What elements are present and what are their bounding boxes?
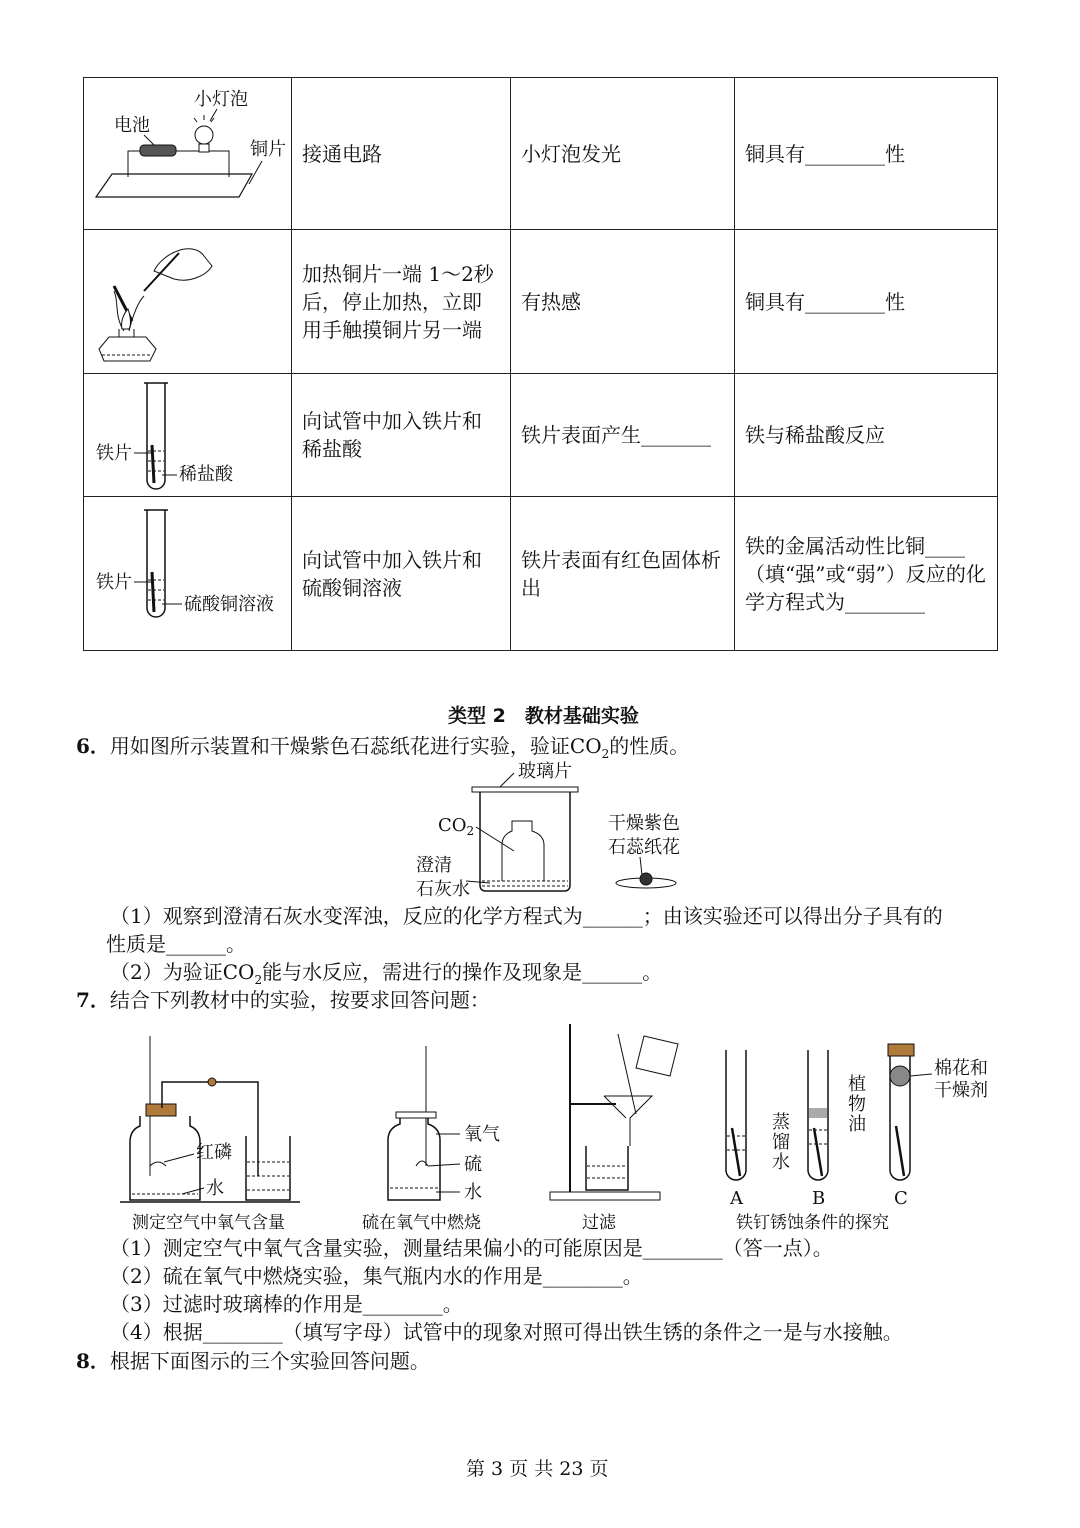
q6-part2: （2）为验证$CO_2$能与水反应，需进行的操作及现象是______。 [110, 960, 663, 987]
oil-label-1: 植 [848, 1074, 866, 1095]
tube-c-label: C [894, 1188, 908, 1209]
operation-cell: 接通电路 [292, 78, 511, 230]
oil-label-3: 油 [848, 1114, 866, 1135]
conclusion-cell: 铁与稀盐酸反应 [735, 374, 998, 497]
q7-part1: （1）测定空气中氧气含量实验，测量结果偏小的可能原因是________（答一点）。 [110, 1236, 833, 1260]
operation-cell: 向试管中加入铁片和硫酸铜溶液 [292, 497, 511, 651]
flower-label-2: 石蕊纸花 [608, 837, 680, 858]
section-title: 类型 2 教材基础实验 [448, 705, 639, 727]
phenomenon-cell: 铁片表面产生_______ [511, 374, 735, 497]
cotton-label-2: 干燥剂 [934, 1080, 988, 1101]
flower-label-1: 干燥紫色 [608, 813, 680, 834]
q6-part1-line2: 性质是______。 [106, 932, 246, 956]
table-row [84, 374, 998, 497]
page-footer: 第 3 页 共 23 页 [466, 1458, 609, 1480]
iron-label: 铁片 [96, 571, 132, 593]
rusting-tubes [726, 1044, 988, 1209]
q7-part4: （4）根据________（填写字母）试管中的现象对照可得出铁生锈的条件之一是与水接触。 [110, 1320, 903, 1344]
q7-figure [110, 1016, 1010, 1238]
caption-sulfur: 硫在氧气中燃烧 [362, 1213, 481, 1233]
q7-stem: 7．结合下列教材中的实验，按要求回答问题： [76, 988, 490, 1012]
q6-figure [410, 755, 710, 903]
table-row [84, 230, 998, 374]
sulfur-label: 硫 [464, 1154, 482, 1175]
tube-a-label: A [730, 1188, 743, 1209]
limewater-label-2: 石灰水 [416, 879, 470, 900]
water-label-1: 水 [206, 1178, 224, 1199]
phenomenon-cell: 有热感 [511, 230, 735, 374]
sulfur-burning-apparatus [388, 1046, 500, 1203]
oil-label-2: 物 [848, 1094, 866, 1115]
conclusion-cell: 铜具有________性 [735, 230, 998, 374]
q7-part3: （3）过滤时玻璃棒的作用是________。 [110, 1292, 463, 1316]
co2-label: $CO_2$ [438, 815, 475, 838]
oxygen-content-apparatus [120, 1036, 300, 1202]
phenomenon-cell: 小灯泡发光 [511, 78, 735, 230]
cotton-label-1: 棉花和 [934, 1058, 988, 1079]
filtration-apparatus [550, 1024, 678, 1200]
q8-stem: 8．根据下面图示的三个实验回答问题。 [76, 1349, 430, 1373]
distilled-label-2: 馏 [772, 1132, 790, 1153]
battery-label: 电池 [114, 114, 150, 136]
operation-cell: 向试管中加入铁片和稀盐酸 [292, 374, 511, 497]
acid-label: 稀盐酸 [179, 463, 233, 485]
distilled-label-1: 蒸 [772, 1112, 790, 1133]
conclusion-cell: 铜具有________性 [735, 78, 998, 230]
copper-label: 铜片 [250, 138, 286, 160]
caption-rusting: 铁钉锈蚀条件的探究 [736, 1213, 889, 1233]
q6-number: 6． [76, 734, 110, 758]
conclusion-cell: 铁的金属活动性比铜____（填“强”或“弱”）反应的化学方程式为________ [735, 497, 998, 651]
q6-part1-line1: （1）观察到澄清石灰水变浑浊，反应的化学方程式为______；由该实验还可以得出分子具有的 [110, 904, 943, 928]
red-p-label: 红磷 [196, 1142, 232, 1163]
cuso4-label: 硫酸铜溶液 [184, 593, 274, 615]
water-label-2: 水 [464, 1182, 482, 1203]
q8-number: 8． [76, 1349, 110, 1373]
experiment-table [83, 77, 998, 651]
phenomenon-cell: 铁片表面有红色固体析出 [511, 497, 735, 651]
table-row [84, 78, 998, 230]
circuit-figure [84, 78, 292, 230]
heating-figure [84, 230, 292, 374]
tube-b-label: B [812, 1188, 826, 1209]
caption-oxygen-content: 测定空气中氧气含量 [132, 1213, 285, 1233]
iron-cuso4-figure [84, 497, 292, 651]
iron-label: 铁片 [96, 442, 132, 464]
oxygen-label: 氧气 [464, 1124, 500, 1145]
operation-cell: 加热铜片一端 1～2秒后，停止加热，立即用手触摸铜片另一端 [292, 230, 511, 374]
iron-hcl-figure [84, 374, 292, 497]
q6-stem: 6．用如图所示装置和干燥紫色石蕊纸花进行实验，验证$CO_2$的性质。 [76, 734, 690, 761]
glass-label: 玻璃片 [518, 761, 572, 782]
limewater-label-1: 澄清 [416, 855, 452, 876]
caption-filtration: 过滤 [582, 1213, 616, 1233]
q7-part2: （2）硫在氧气中燃烧实验，集气瓶内水的作用是________。 [110, 1264, 643, 1288]
distilled-label-3: 水 [772, 1152, 790, 1173]
table-row [84, 497, 998, 651]
bulb-label: 小灯泡 [194, 88, 248, 110]
q7-number: 7． [76, 988, 110, 1012]
